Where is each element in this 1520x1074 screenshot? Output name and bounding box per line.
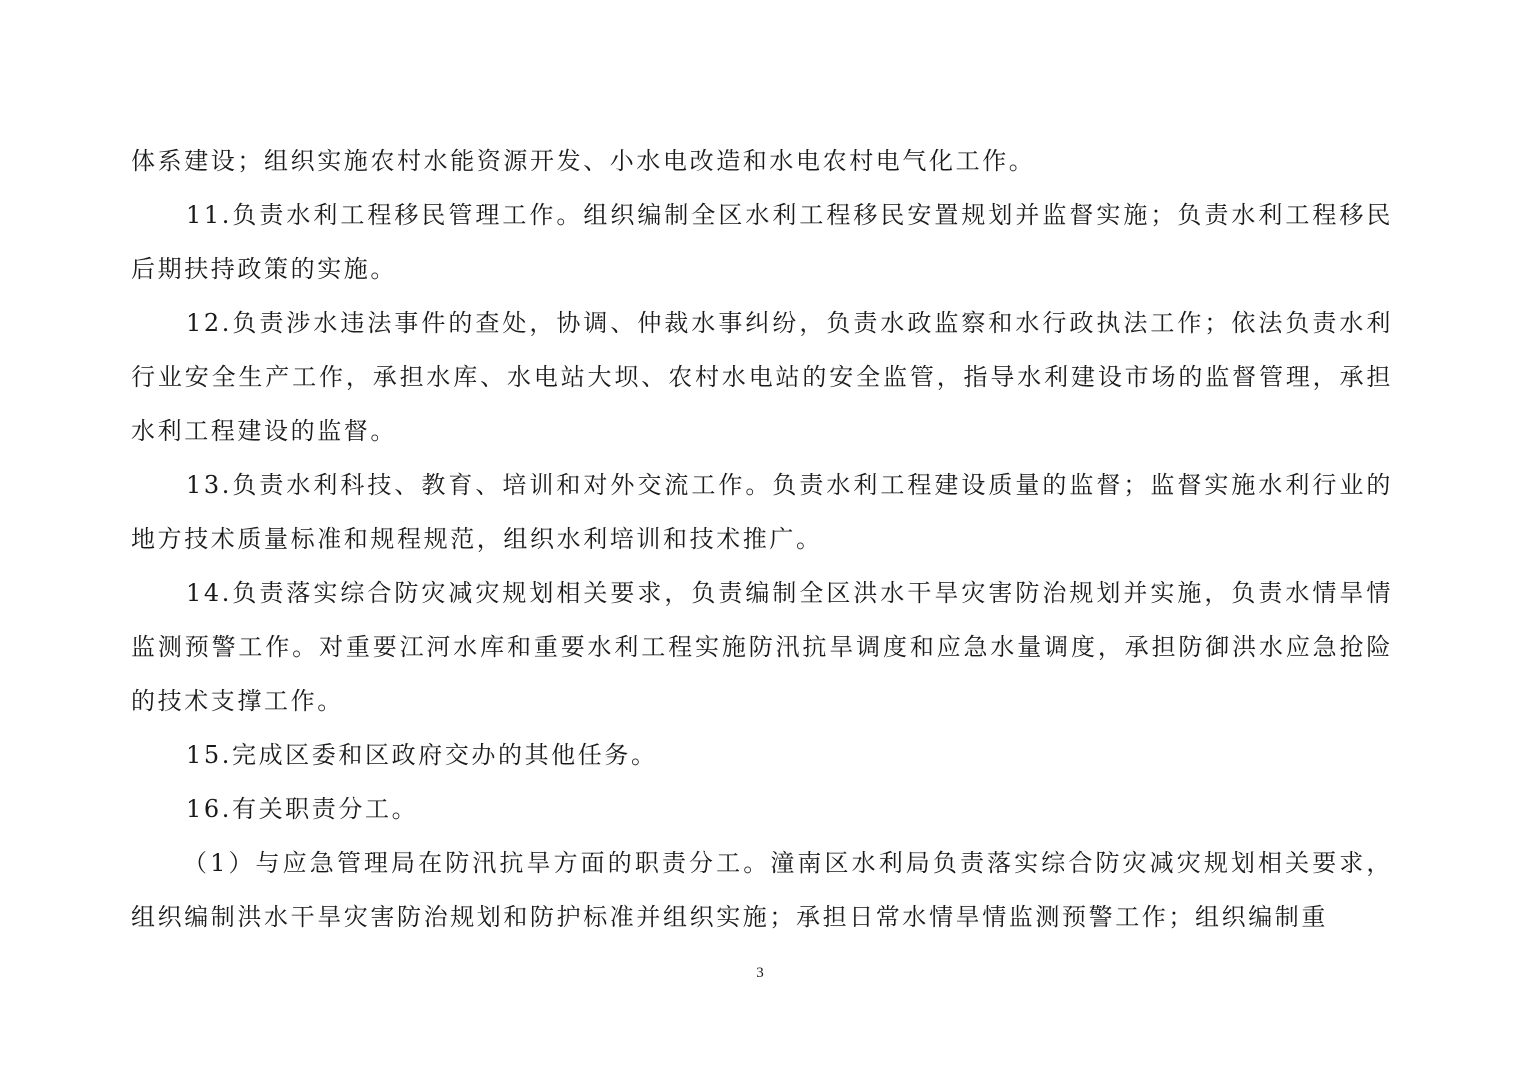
paragraph-item-16-1: （1）与应急管理局在防汛抗旱方面的职责分工。潼南区水利局负责落实综合防灾减灾规划相关要求，组织编制洪水干旱灾害防治规划和防护标准并组织实施；承担日常水情旱情监测预警工作；组织编制重: [131, 849, 1393, 931]
page-number: 3: [756, 965, 764, 981]
paragraph-item-15: 15.完成区委和区政府交办的其他任务。: [186, 741, 658, 769]
paragraph-continuation: 体系建设；组织实施农村水能资源开发、小水电改造和水电农村电气化工作。: [131, 147, 1036, 175]
paragraph-item-14: 14.负责落实综合防灾减灾规划相关要求，负责编制全区洪水干旱灾害防治规划并实施，负责水情旱情监测预警工作。对重要江河水库和重要水利工程实施防汛抗旱调度和应急水量调度，承担防御洪水应急抢险的技术支撑工作。: [131, 579, 1393, 715]
paragraph-item-16: 16.有关职责分工。: [186, 795, 419, 823]
paragraph-item-12: 12.负责涉水违法事件的查处，协调、仲裁水事纠纷，负责水政监察和水行政执法工作；依法负责水利行业安全生产工作，承担水库、水电站大坝、农村水电站的安全监管，指导水利建设市场的监督管理，承担水利工程建设的监督。: [131, 309, 1393, 445]
document-body: [131, 134, 1393, 944]
paragraph-item-11: 11.负责水利工程移民管理工作。组织编制全区水利工程移民安置规划并监督实施；负责水利工程移民后期扶持政策的实施。: [131, 201, 1393, 283]
paragraph-item-13: 13.负责水利科技、教育、培训和对外交流工作。负责水利工程建设质量的监督；监督实施水利行业的地方技术质量标准和规程规范，组织水利培训和技术推广。: [131, 471, 1393, 553]
